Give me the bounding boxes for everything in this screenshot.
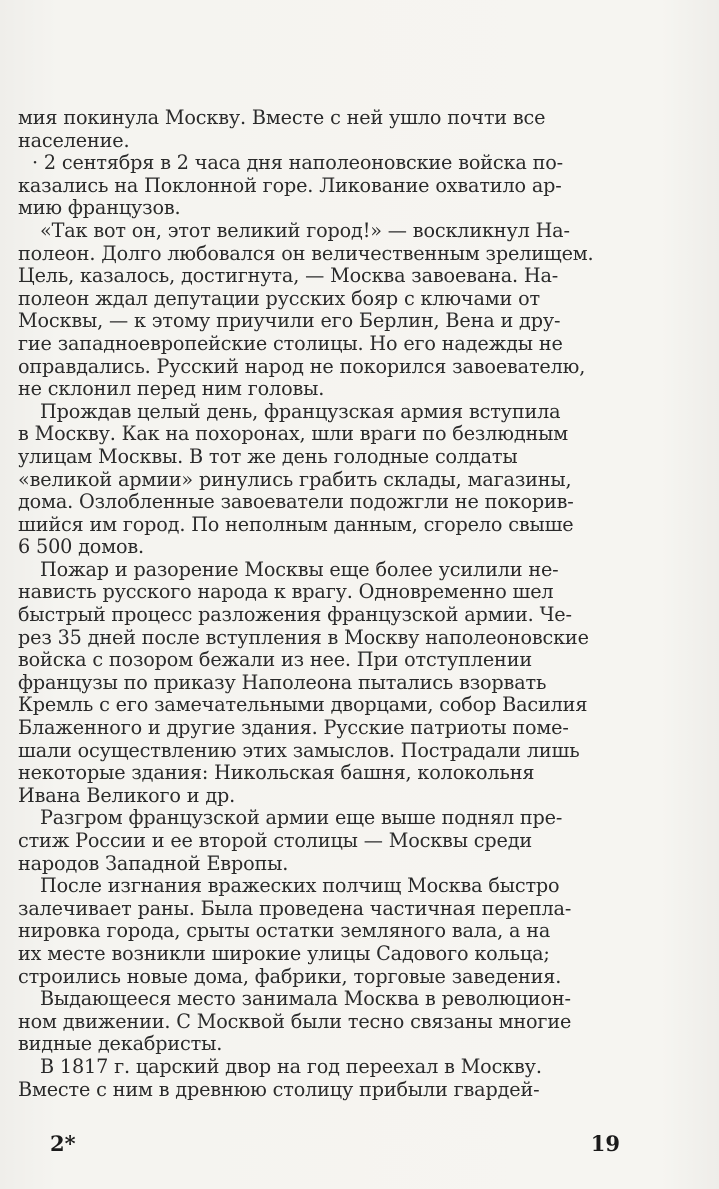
text-line: шийся им город. По неполным данным, сгорело свыше [18,512,574,536]
text-line: дома. Озлобленные завоеватели подожгли не покорив- [18,490,574,514]
text-line: «Так вот он, этот великий город!» — воскликнул На- [40,218,570,242]
text-line: некоторые здания: Никольская башня, колокольня [18,761,535,785]
text-line: нировка города, срыты остатки земляного вала, а на [18,919,551,943]
text-line: видные декабристы. [18,1032,223,1056]
text-line: мия покинула Москву. Вместе с ней ушло почти все [18,106,546,129]
text-line: Кремль с его замечательными дворцами, собор Василия [18,693,588,717]
text-line: залечивает раны. Была проведена частичная перепла- [18,896,572,920]
text-line: нависть русского народа к врагу. Одновременно шел [18,580,554,604]
body-text [18,107,612,1101]
text-line: гие западноевропейские столицы. Но его надежды не [18,331,563,355]
text-line: Ивана Великого и др. [18,783,236,807]
text-line: Пожар и разорение Москвы еще более усилили не- [40,557,559,581]
text-line: 6 500 домов. [18,535,144,559]
paragraph-5 [18,559,612,808]
text-line: стиж России и ее второй столицы — Москвы среди [18,829,533,852]
text-line: Москвы, — к этому приучили его Берлин, Вена и дру- [18,309,561,333]
text-line: полеон. Долго любовался он величественным зрелищем. [18,241,594,265]
paragraph-9 [18,1056,612,1101]
text-line: мию французов. [18,196,181,220]
text-line: быстрый процесс разложения французской армии. Че- [18,603,572,627]
paragraph-2 [18,152,612,220]
page-number: 19 [590,1131,620,1156]
text-line: рез 35 дней после вступления в Москву наполеоновские [18,625,589,649]
paragraph-6 [18,807,612,875]
text-line: в Москву. Как на похоронах, шли враги по безлюдным [18,422,569,446]
text-line: войска с позором бежали из нее. При отступлении [18,648,532,672]
text-line: Выдающееся место занимала Москва в революцион- [40,987,571,1011]
text-line: не склонил перед ним головы. [18,377,325,401]
paragraph-3 [18,220,612,401]
paragraph-7 [18,875,612,988]
text-line: население. [18,128,130,152]
text-line: ном движении. С Москвой были тесно связаны многие [18,1009,572,1033]
text-line: строились новые дома, фабрики, торговые заведения. [18,964,562,988]
text-line: · 2 сентября в 2 часа дня наполеоновские войска по- [32,151,563,175]
text-line: улицам Москвы. В тот же день голодные солдаты [18,444,518,468]
text-line: народов Западной Европы. [18,851,289,875]
paragraph-1 [18,107,612,152]
text-line: французы по приказу Наполеона пытались взорвать [18,670,547,694]
text-line: Вместе с ним в древнюю столицу прибыли гвардей- [18,1077,540,1101]
text-line: Прождав целый день, французская армия вступила [40,399,561,423]
text-line: полеон ждал депутации русских бояр с ключами от [18,286,540,310]
paragraph-4 [18,401,612,559]
text-line: После изгнания вражеских полчищ Москва быстро [40,874,560,898]
text-line: Блаженного и другие здания. Русские патриоты поме- [18,716,569,740]
paragraph-8 [18,988,612,1056]
text-line: В 1817 г. царский двор на год переехал в Москву. [40,1054,542,1078]
page-footer [50,1131,620,1161]
text-line: оправдались. Русский народ не покорился завоевателю, [18,354,586,378]
text-line: «великой армии» ринулись грабить склады, магазины, [18,467,572,491]
text-line: казались на Поклонной горе. Ликование охватило ар- [18,173,562,197]
text-line: шали осуществлению этих замыслов. Пострадали лишь [18,738,580,762]
text-line: их месте возникли широкие улицы Садового кольца; [18,941,550,965]
text-line: Цель, казалось, достигнута, — Москва завоевана. На- [18,264,559,288]
signature-mark: 2* [50,1131,76,1156]
text-line: Разгром французской армии еще выше поднял пре- [40,806,563,830]
